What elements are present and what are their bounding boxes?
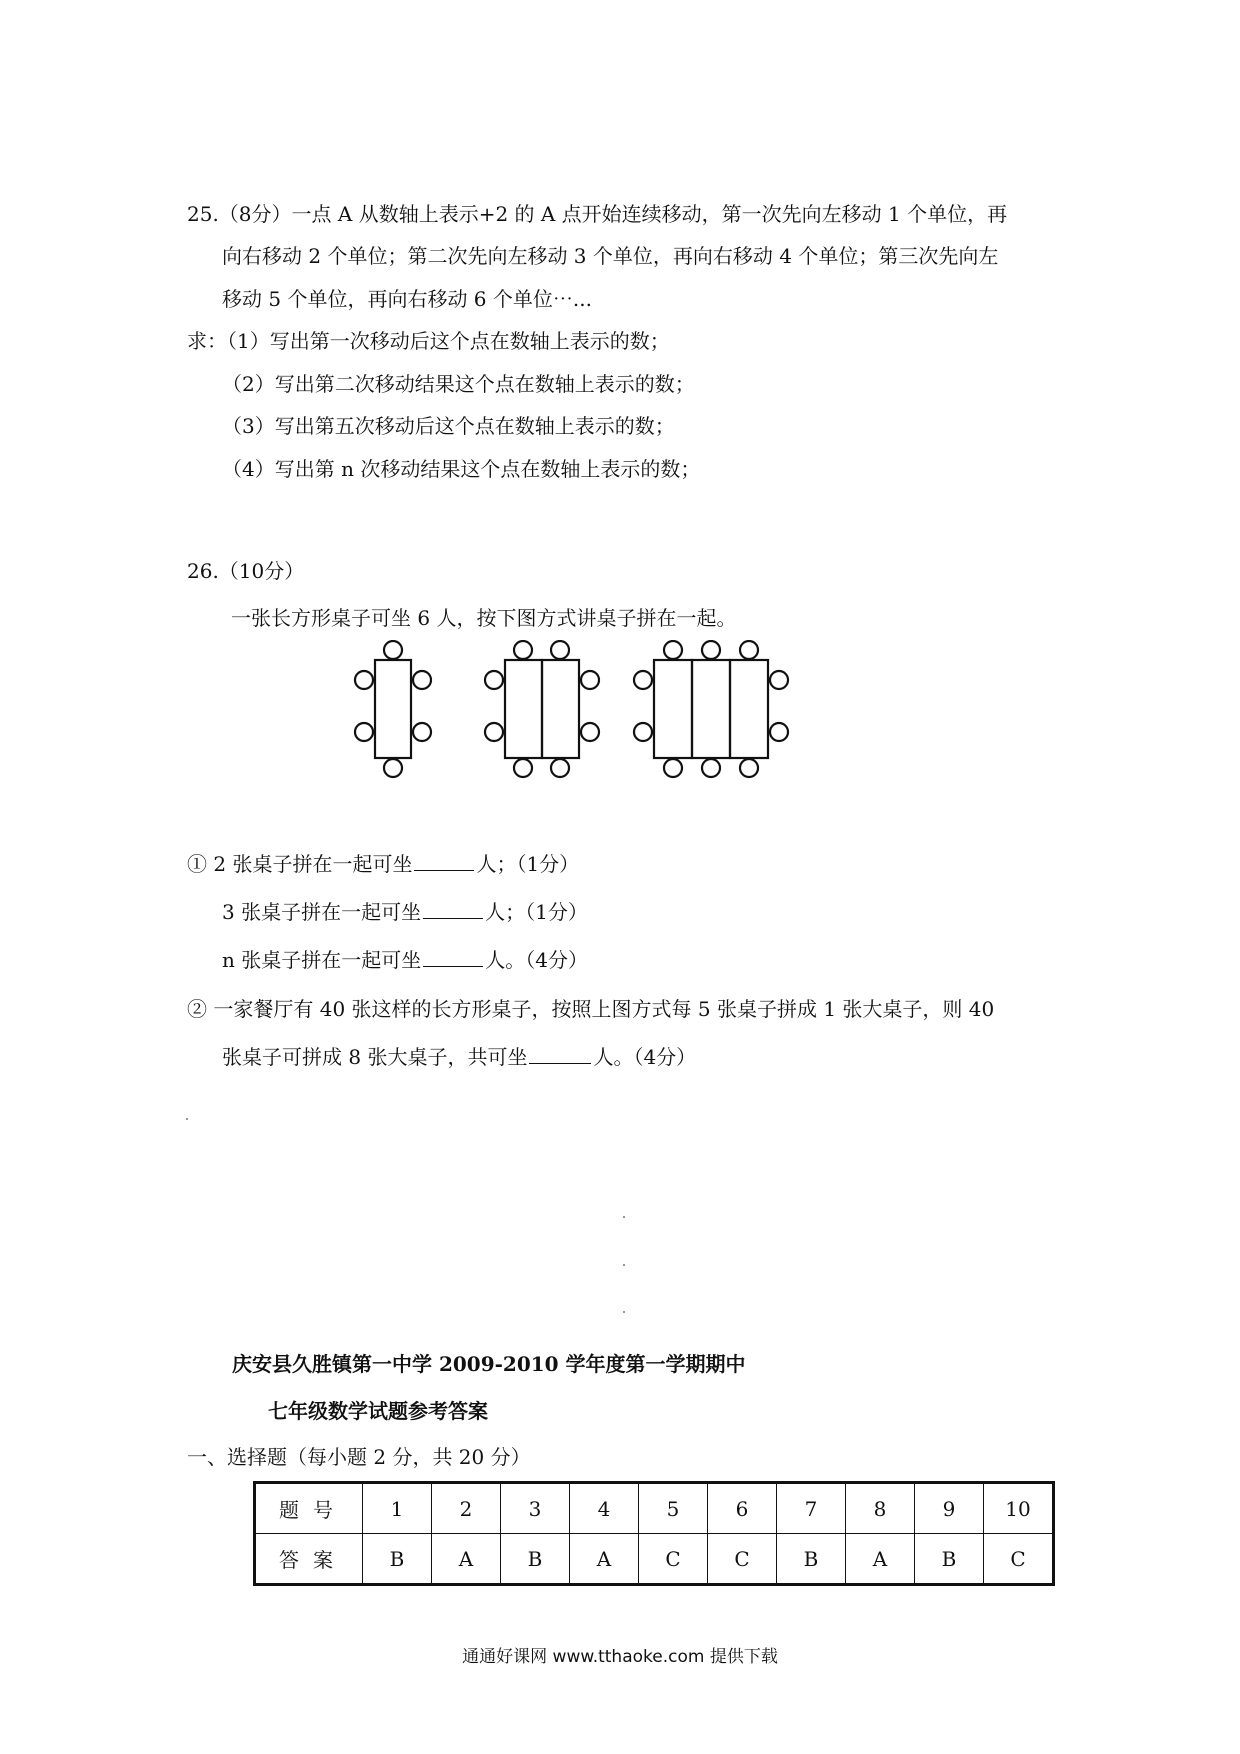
row-label-number: 题号 (255, 1483, 363, 1534)
question-number: 4 (570, 1483, 639, 1534)
answer-choice: C (984, 1534, 1054, 1585)
scan-speck (623, 1216, 625, 1218)
three-table-group (634, 641, 788, 777)
q26-part1-b-post: 人；（1分） (485, 900, 588, 924)
answer-choice: B (777, 1534, 846, 1585)
one-table-group (355, 641, 431, 777)
q26-part2-line-2 (222, 1043, 696, 1071)
row-label-answer: 答案 (255, 1534, 363, 1585)
q26-part1-b-pre: 3 张桌子拼在一起可坐 (222, 900, 422, 924)
answer-choice: A (570, 1534, 639, 1585)
answer-blank[interactable] (529, 1043, 591, 1064)
q26-part1-c-pre: n 张桌子拼在一起可坐 (222, 948, 422, 972)
answer-table (253, 1481, 1055, 1586)
answer-choice: C (639, 1534, 708, 1585)
scan-speck (623, 1311, 625, 1313)
answer-choice: B (501, 1534, 570, 1585)
footer-credit: 通通好课网 www.tthaoke.com 提供下载 (462, 1647, 778, 1667)
q26-intro: 一张长方形桌子可坐 6 人，按下图方式讲桌子拼在一起。 (231, 606, 737, 630)
answer-choice: C (708, 1534, 777, 1585)
q25-line-2: 向右移动 2 个单位；第二次先向左移动 3 个单位，再向右移动 4 个单位；第三次先向左 (222, 244, 999, 268)
scan-speck (623, 1264, 625, 1266)
answer-blank[interactable] (414, 850, 474, 871)
q25-line-1: 25.（8分）一点 A 从数轴上表示+2 的 A 点开始连续移动，第一次先向左移动 1 个单位，再 (187, 202, 1008, 226)
answer-title-line-1: 庆安县久胜镇第一中学 2009-2010 学年度第一学期期中 (232, 1352, 746, 1376)
answer-choice: B (915, 1534, 984, 1585)
question-number: 1 (363, 1483, 432, 1534)
section-multiple-choice: 一、选择题（每小题 2 分，共 20 分） (187, 1445, 531, 1469)
q25-sub-4: （4）写出第 n 次移动结果这个点在数轴上表示的数； (222, 457, 701, 481)
q26-part2-line-1: ② 一家餐厅有 40 张这样的长方形桌子，按照上图方式每 5 张桌子拼成 1 张大桌子，则 40 (187, 997, 995, 1021)
answer-blank[interactable] (423, 898, 483, 919)
scan-speck (186, 1118, 188, 1120)
q26-part2-post: 人。（4分） (593, 1045, 697, 1069)
q26-part1-b (222, 898, 588, 926)
question-number: 3 (501, 1483, 570, 1534)
q26-part1-c (222, 946, 588, 974)
question-number: 6 (708, 1483, 777, 1534)
question-number: 5 (639, 1483, 708, 1534)
q26-part1-a-pre: ① 2 张桌子拼在一起可坐 (187, 852, 413, 876)
two-table-group (485, 641, 599, 777)
table-row (255, 1483, 1054, 1534)
question-number: 8 (846, 1483, 915, 1534)
q26-part1-c-post: 人。（4分） (485, 948, 588, 972)
answer-choice: A (432, 1534, 501, 1585)
answer-choice: A (846, 1534, 915, 1585)
q26-header: 26.（10分） (187, 559, 305, 583)
question-number: 9 (915, 1483, 984, 1534)
q25-sub-2: （2）写出第二次移动结果这个点在数轴上表示的数； (222, 372, 695, 396)
question-number: 7 (777, 1483, 846, 1534)
table-row (255, 1534, 1054, 1585)
answer-choice: B (363, 1534, 432, 1585)
answer-title-line-2: 七年级数学试题参考答案 (268, 1399, 488, 1423)
q25-line-3: 移动 5 个单位，再向右移动 6 个单位⋯... (222, 287, 592, 311)
q26-part2-pre: 张桌子可拼成 8 张大桌子，共可坐 (222, 1045, 528, 1069)
q26-part1-a-post: 人；（1分） (476, 852, 580, 876)
question-number: 2 (432, 1483, 501, 1534)
q25-sub-3: （3）写出第五次移动后这个点在数轴上表示的数； (222, 414, 675, 438)
q25-sub-1: 求：（1）写出第一次移动后这个点在数轴上表示的数； (187, 329, 670, 353)
question-number: 10 (984, 1483, 1054, 1534)
table-arrangement-figure (340, 640, 820, 780)
q26-part1-a (187, 850, 579, 878)
answer-blank[interactable] (423, 946, 483, 967)
